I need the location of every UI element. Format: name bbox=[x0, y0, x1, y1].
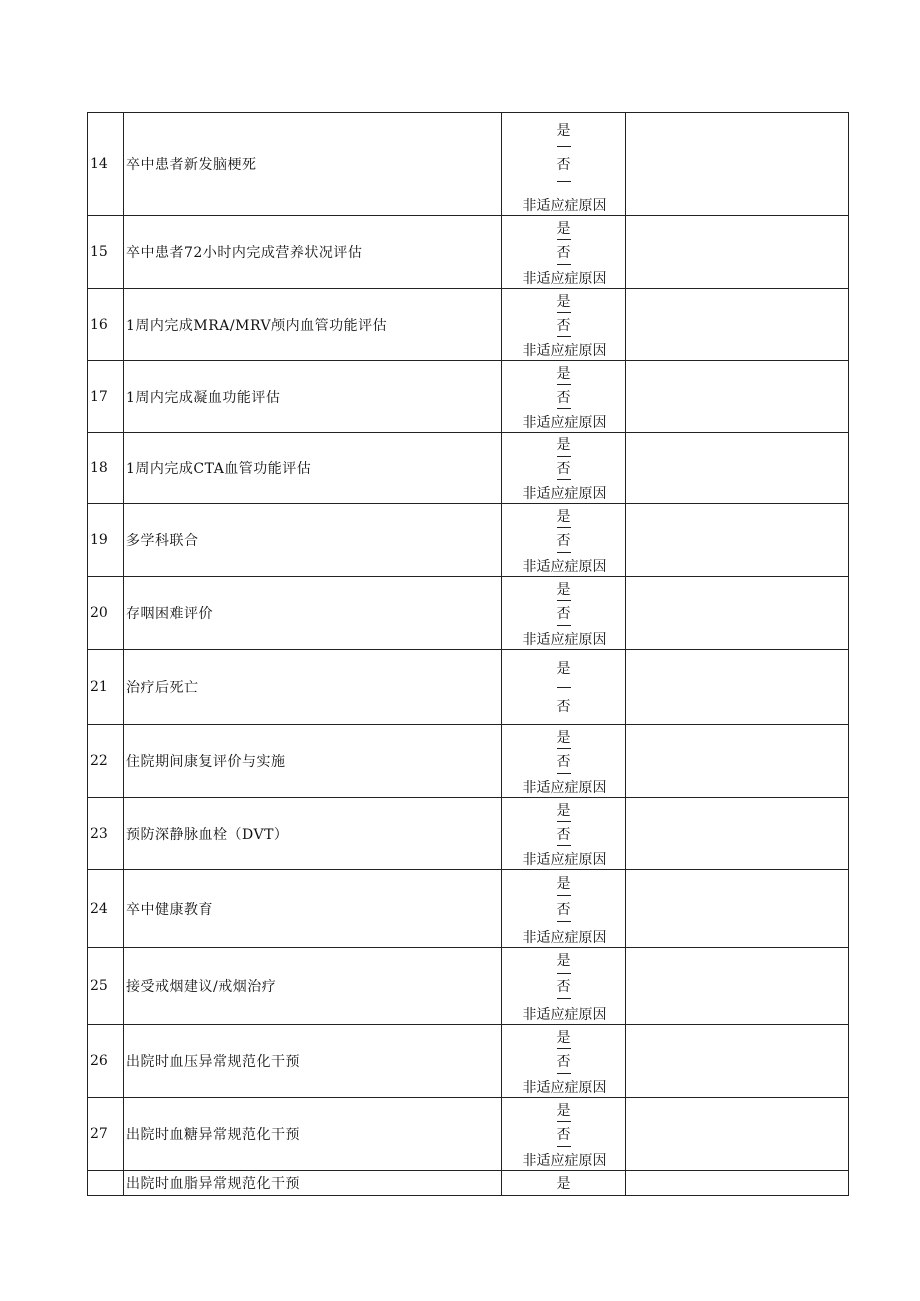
indicator-name: 出院时血压异常规范化干预 bbox=[124, 1025, 502, 1097]
option-cell[interactable]: 否 bbox=[557, 457, 571, 481]
remarks-cell[interactable] bbox=[626, 948, 848, 1024]
option-list bbox=[502, 216, 626, 288]
indicator-name: 预防深静脉血栓（DVT） bbox=[124, 798, 502, 869]
remarks-cell[interactable] bbox=[626, 870, 848, 947]
option-cell[interactable]: 非适应症原因 bbox=[522, 270, 607, 287]
option-list bbox=[502, 650, 626, 724]
row-number: 17 bbox=[88, 361, 124, 432]
option-list bbox=[502, 1025, 626, 1097]
option-cell[interactable]: 是 bbox=[557, 1098, 571, 1122]
option-cell[interactable]: 非适应症原因 bbox=[522, 1152, 607, 1169]
row-number: 25 bbox=[88, 948, 124, 1024]
option-cell[interactable]: 非适应症原因 bbox=[522, 1007, 607, 1024]
table-row bbox=[87, 112, 849, 216]
row-number: 22 bbox=[88, 725, 124, 797]
option-cell[interactable]: 否 bbox=[557, 147, 571, 181]
option-cell[interactable]: 非适应症原因 bbox=[522, 343, 607, 359]
option-list bbox=[502, 361, 626, 432]
row-number: 19 bbox=[88, 504, 124, 576]
option-list bbox=[502, 798, 626, 869]
remarks-cell[interactable] bbox=[626, 1098, 848, 1170]
indicator-table bbox=[87, 112, 849, 1196]
option-list bbox=[502, 1171, 626, 1195]
option-list bbox=[502, 1098, 626, 1170]
table-row bbox=[87, 1171, 849, 1196]
option-cell[interactable]: 是 bbox=[557, 948, 571, 974]
option-cell[interactable]: 非适应症原因 bbox=[522, 930, 607, 946]
option-cell[interactable]: 非适应症原因 bbox=[522, 486, 607, 503]
option-cell[interactable]: 是 bbox=[557, 113, 571, 147]
remarks-cell[interactable] bbox=[626, 504, 848, 576]
row-number: 20 bbox=[88, 577, 124, 649]
remarks-cell[interactable] bbox=[626, 361, 848, 432]
remarks-cell[interactable] bbox=[626, 216, 848, 288]
option-cell[interactable]: 是 bbox=[557, 289, 571, 313]
option-cell[interactable]: 非适应症原因 bbox=[522, 852, 607, 868]
remarks-cell[interactable] bbox=[626, 650, 848, 724]
option-cell[interactable]: 否 bbox=[557, 749, 571, 773]
table-row bbox=[87, 504, 849, 577]
remarks-cell[interactable] bbox=[626, 433, 848, 503]
remarks-cell[interactable] bbox=[626, 113, 848, 215]
table-row bbox=[87, 433, 849, 504]
option-cell[interactable]: 否 bbox=[557, 896, 571, 922]
row-number bbox=[88, 1171, 124, 1195]
remarks-cell[interactable] bbox=[626, 798, 848, 869]
indicator-name: 卒中患者新发脑梗死 bbox=[124, 113, 502, 215]
option-cell[interactable]: 是 bbox=[557, 577, 571, 601]
table-row bbox=[87, 1098, 849, 1171]
table-row bbox=[87, 577, 849, 650]
option-cell[interactable]: 是 bbox=[557, 433, 571, 457]
option-cell[interactable]: 是 bbox=[557, 361, 571, 385]
option-cell[interactable]: 是 bbox=[556, 1176, 571, 1192]
row-number: 21 bbox=[88, 650, 124, 724]
indicator-name: 治疗后死亡 bbox=[124, 650, 502, 724]
option-list bbox=[502, 504, 626, 576]
row-number: 18 bbox=[88, 433, 124, 503]
indicator-name: 1周内完成MRA/MRV颅内血管功能评估 bbox=[124, 289, 502, 360]
option-cell[interactable]: 非适应症原因 bbox=[522, 631, 607, 648]
table-row bbox=[87, 798, 849, 870]
option-list bbox=[502, 870, 626, 947]
row-number: 26 bbox=[88, 1025, 124, 1097]
option-list bbox=[502, 577, 626, 649]
indicator-name: 卒中健康教育 bbox=[124, 870, 502, 947]
option-cell[interactable]: 否 bbox=[557, 385, 571, 409]
option-cell[interactable]: 否 bbox=[557, 1049, 571, 1073]
option-cell[interactable]: 是 bbox=[557, 650, 571, 688]
indicator-name: 接受戒烟建议/戒烟治疗 bbox=[124, 948, 502, 1024]
option-cell[interactable]: 否 bbox=[557, 1122, 571, 1146]
option-list bbox=[502, 725, 626, 797]
indicator-name: 存咽困难评价 bbox=[124, 577, 502, 649]
table-row bbox=[87, 650, 849, 725]
option-cell[interactable]: 否 bbox=[557, 240, 571, 264]
option-cell[interactable]: 非适应症原因 bbox=[522, 415, 607, 431]
indicator-name: 出院时血糖异常规范化干预 bbox=[124, 1098, 502, 1170]
option-list bbox=[502, 289, 626, 360]
option-cell[interactable]: 非适应症原因 bbox=[522, 1079, 607, 1096]
row-number: 15 bbox=[88, 216, 124, 288]
table-row bbox=[87, 870, 849, 948]
table-row bbox=[87, 216, 849, 289]
option-cell[interactable]: 否 bbox=[557, 313, 571, 337]
table-row bbox=[87, 948, 849, 1025]
option-cell[interactable]: 否 bbox=[557, 528, 571, 552]
indicator-name: 1周内完成CTA血管功能评估 bbox=[124, 433, 502, 503]
option-cell[interactable]: 否 bbox=[556, 698, 571, 715]
option-cell[interactable]: 否 bbox=[557, 601, 571, 625]
indicator-name: 卒中患者72小时内完成营养状况评估 bbox=[124, 216, 502, 288]
row-number: 24 bbox=[88, 870, 124, 947]
table-row bbox=[87, 725, 849, 798]
row-number: 27 bbox=[88, 1098, 124, 1170]
option-cell[interactable]: 否 bbox=[557, 974, 571, 1000]
option-cell[interactable]: 是 bbox=[557, 504, 571, 528]
remarks-cell[interactable] bbox=[626, 577, 848, 649]
option-cell[interactable]: 非适应症原因 bbox=[522, 197, 607, 214]
row-number: 23 bbox=[88, 798, 124, 869]
option-cell[interactable]: 非适应症原因 bbox=[522, 779, 607, 796]
option-cell[interactable]: 是 bbox=[557, 870, 571, 896]
option-cell[interactable]: 是 bbox=[557, 216, 571, 240]
remarks-cell[interactable] bbox=[626, 1171, 848, 1195]
option-cell[interactable]: 是 bbox=[557, 1025, 571, 1049]
option-cell[interactable]: 是 bbox=[557, 798, 571, 822]
table-row bbox=[87, 361, 849, 433]
remarks-cell[interactable] bbox=[626, 289, 848, 360]
option-cell[interactable]: 非适应症原因 bbox=[522, 558, 607, 575]
option-list bbox=[502, 948, 626, 1024]
table-row bbox=[87, 289, 849, 361]
option-list bbox=[502, 433, 626, 503]
option-list bbox=[502, 113, 626, 215]
indicator-name: 多学科联合 bbox=[124, 504, 502, 576]
remarks-cell[interactable] bbox=[626, 1025, 848, 1097]
remarks-cell[interactable] bbox=[626, 725, 848, 797]
indicator-name: 1周内完成凝血功能评估 bbox=[124, 361, 502, 432]
table-row bbox=[87, 1025, 849, 1098]
row-number: 16 bbox=[88, 289, 124, 360]
indicator-name: 住院期间康复评价与实施 bbox=[124, 725, 502, 797]
option-cell[interactable]: 否 bbox=[557, 822, 571, 846]
indicator-name: 出院时血脂异常规范化干预 bbox=[124, 1171, 502, 1195]
option-cell[interactable]: 是 bbox=[557, 725, 571, 749]
row-number: 14 bbox=[88, 113, 124, 215]
